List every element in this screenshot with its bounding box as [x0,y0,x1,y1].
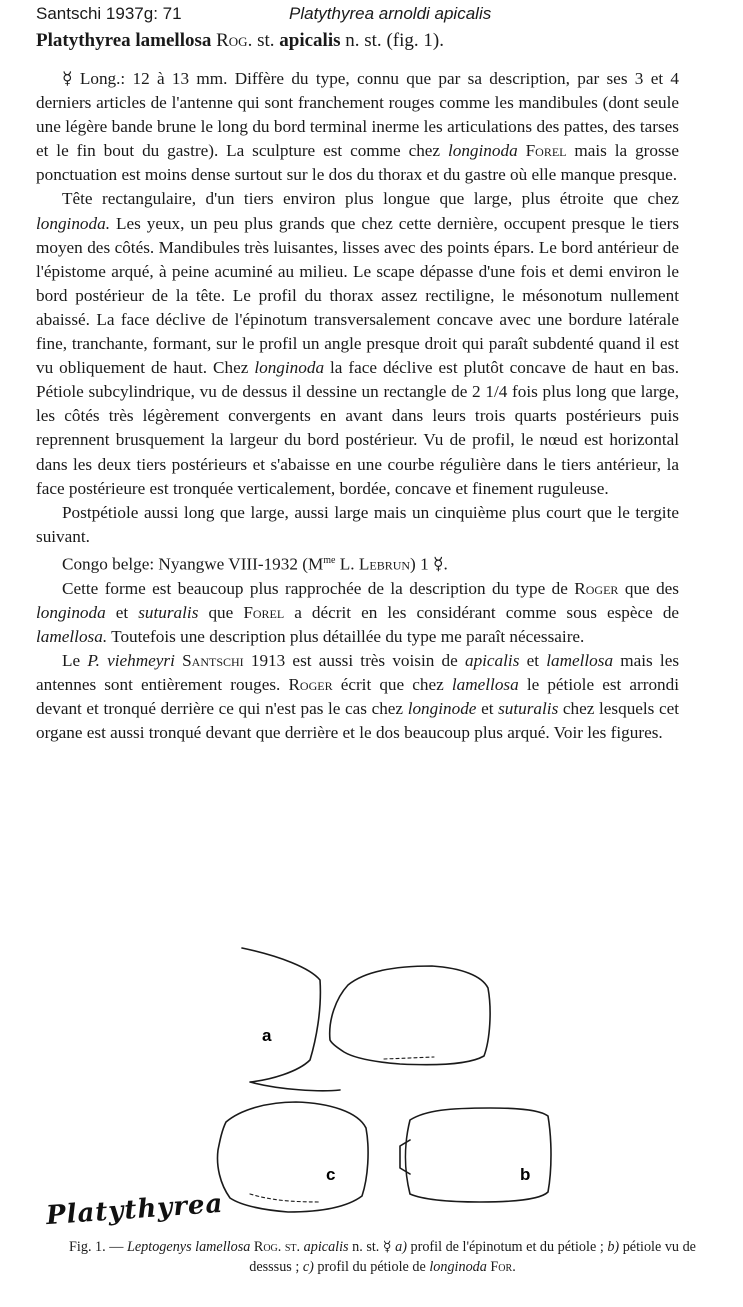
figure-c-outline [218,1102,369,1212]
figure-c-dashed-line [250,1194,320,1202]
taxon-status: n. st. [345,30,382,51]
figure-label-a: a [262,1026,272,1045]
figure-label-b: b [520,1165,531,1184]
paragraph-1: ☿ Long.: 12 à 13 mm. Diffère du type, connu que par sa description, par ses 3 et 4 derniers articles de l'antenne qui sont franchement rouges comme les mandibules (dont seule une légère bande brune le long du bord terminal inerme les articulations des pattes, des tarses et le fin bout du gastre). La sculpture est comme chez longinoda Forel mais la grosse ponctuation est moins dense surtout sur le dos du thorax et du gastre où elle manque presque. [36,69,679,185]
taxon-author: Rog. [216,30,253,51]
figure-reference: (fig. 1). [386,30,444,51]
species-name: Platythyrea arnoldi apicalis [289,4,492,23]
taxon-subname: apicalis [279,30,341,51]
taxon-title [36,30,716,52]
taxon-rank: st. [257,30,275,51]
paragraph-6: Le P. viehmeyri Santschi 1913 est aussi très voisin de apicalis et lamellosa mais les antennes sont entièrement rouges. Roger écrit que chez lamellosa le pétiole est arrondi devant et tronqué derrière ce qui n'est pas le cas chez longinode et suturalis chez lesquels cet organe est aussi tronqué devant que derrière et le dos beaucoup plus arqué. Voir les figures. [36,650,680,743]
paragraph-2: Tête rectangulaire, d'un tiers environ plus longue que large, plus étroite que chez longinoda. Les yeux, un peu plus grands que chez cette dernière, occupent presque le tiers moyen des côtés. Mandibules très luisantes, lisses avec des points épars. Le bord antérieur de l'épistome arqué, à peine acuminé au milieu. Le scape dépasse d'une fois et demi environ le bord postérieur de la tête. Le profil du thorax assez rectiligne, le mésonotum nullement abaissé. La face déclive de l'épinotum transversalement concave avec une bordure latérale fine, tranchante, formant, sur le profil un angle presque droit qui paraît subdenté quand il est vu obliquement de haut. Chez longinoda la face déclive est plutôt concave de haut en bas. Pétiole subcylindrique, vu de dessus il dessine un rectangle de 2 1/4 fois plus long que large, les côtés très légèrement convergents en avant dans leurs trois quarts postérieurs puis reprennent brusquement la largeur du bord postérieur. Vu de profil, le nœud est horizontal dans les deux tiers postérieurs et s'abaisse en une courbe régulière dans le tiers antérieur, la face postérieure est tronquée verticalement, bordée, concave et finement ruguleuse. [36,189,680,498]
figure-a-epinotum-outline [242,948,340,1091]
taxon-name: Platythyrea lamellosa [36,30,212,51]
figure-b-outline [406,1108,552,1202]
citation-reference: Santschi 1937g: 71 [36,4,182,23]
morphology-figure [170,940,570,1240]
figure-a-petiole-outline [330,966,490,1065]
paragraph-4: Congo belge: Nyangwe VIII-1932 ($M^{me}$ L. Lebrun) 1 ☿. [62,554,448,574]
paragraph-5: Cette forme est beaucoup plus rapprochée de la description du type de Roger que des longinoda et suturalis que Forel a décrit en les considérant comme sous espèce de lamellosa. Toutefois une description plus détaillée du type me paraît nécessaire. [36,578,680,646]
figure-label-c: c [326,1165,336,1184]
paragraph-3: Postpétiole aussi long que large, aussi large mais un cinquième plus court que le tergite suivant. [36,502,679,546]
figure-caption: Fig. 1. — Leptogenys lamellosa Rog. st. apicalis n. st. ☿ a) profil de l'épinotum et du pétiole ; b) pétiole vu de desssus ; c) profil du pétiole de longinoda For. [69,1239,696,1275]
figure-a-dashed-line [384,1057,434,1059]
handwritten-annotation: Platythyrea [45,1188,225,1232]
description-body [36,67,679,745]
